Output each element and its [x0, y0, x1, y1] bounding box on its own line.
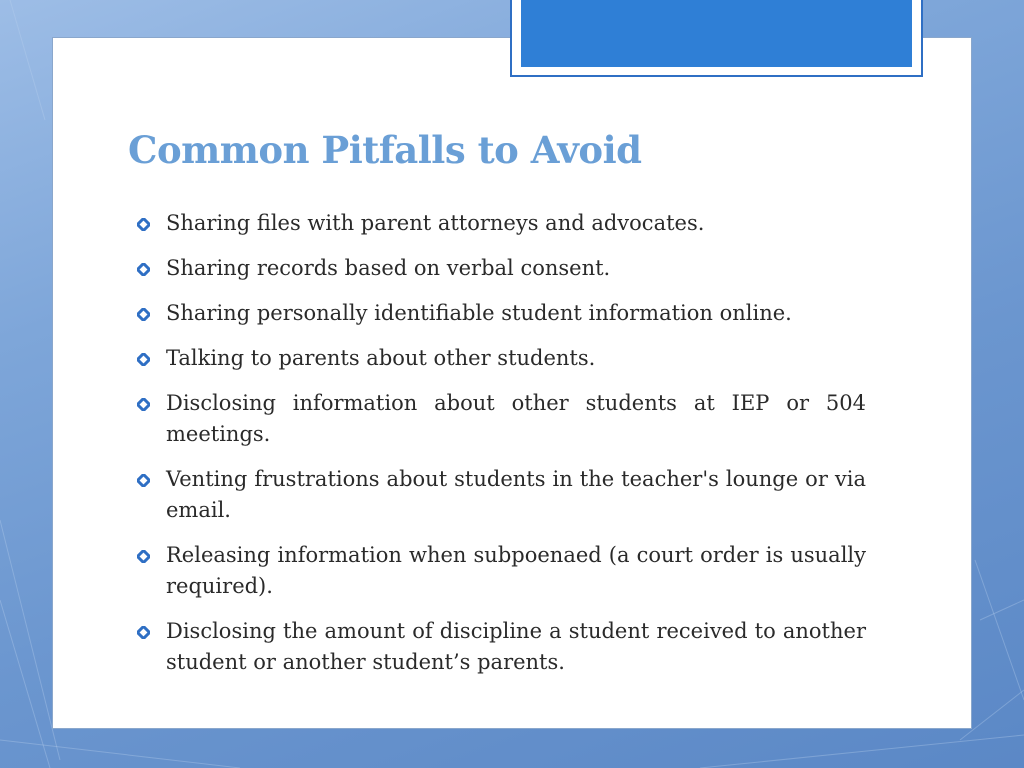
header-accent-frame: [510, 0, 923, 77]
bullet-item: [128, 343, 866, 374]
bullet-item: [128, 388, 866, 450]
bullet-item: [128, 298, 866, 329]
bullet-text: Sharing files with parent attorneys and advocates.: [166, 211, 705, 235]
hollow-diamond-bullet-icon: [137, 398, 150, 411]
bullet-text: Disclosing information about other students at IEP or 504 meetings.: [166, 391, 866, 446]
bullet-text: Sharing records based on verbal consent.: [166, 256, 611, 280]
bullet-text: Talking to parents about other students.: [166, 346, 596, 370]
bullet-list: [128, 208, 866, 692]
hollow-diamond-bullet-icon: [137, 218, 150, 231]
hollow-diamond-bullet-icon: [137, 474, 150, 487]
bullet-item: [128, 616, 866, 678]
hollow-diamond-bullet-icon: [137, 626, 150, 639]
bullet-text: Sharing personally identifiable student information online.: [166, 301, 792, 325]
bullet-text: Disclosing the amount of discipline a student received to another student or another student’s parents.: [166, 619, 866, 674]
hollow-diamond-bullet-icon: [137, 353, 150, 366]
header-accent-block: [521, 0, 912, 67]
hollow-diamond-bullet-icon: [137, 550, 150, 563]
bullet-text: Releasing information when subpoenaed (a court order is usually required).: [166, 543, 866, 598]
hollow-diamond-bullet-icon: [137, 263, 150, 276]
bullet-item: [128, 253, 866, 284]
slide-title: Common Pitfalls to Avoid: [128, 128, 642, 172]
hollow-diamond-bullet-icon: [137, 308, 150, 321]
bullet-item: [128, 464, 866, 526]
bullet-item: [128, 540, 866, 602]
bullet-item: [128, 208, 866, 239]
bullet-text: Venting frustrations about students in the teacher's lounge or via email.: [166, 467, 866, 522]
